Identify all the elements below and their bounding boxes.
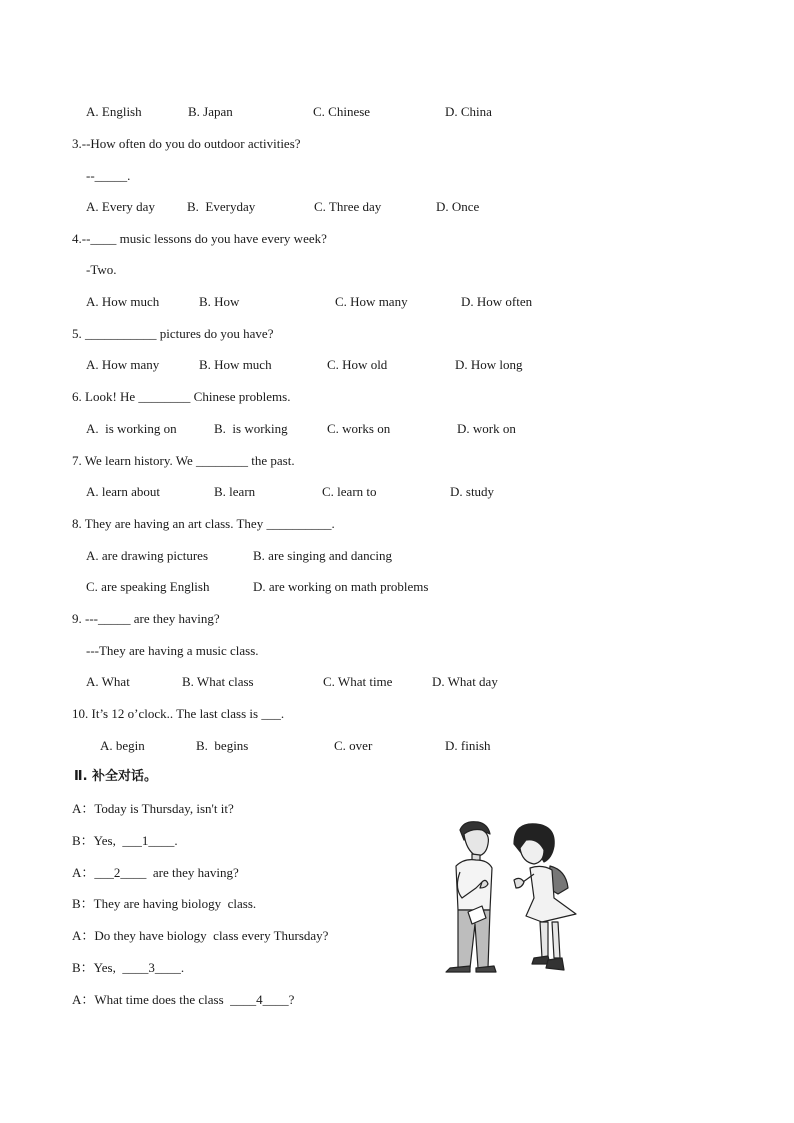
- dialogue-line-3: [72, 865, 239, 881]
- q10-option-a: A. begin: [100, 738, 145, 753]
- dialogue-speaker: B：: [72, 896, 94, 911]
- q2-option-b: B. Japan: [188, 104, 233, 119]
- q4-option-d: D. How often: [461, 294, 533, 309]
- boy-figure: [446, 822, 496, 972]
- q8-option-a: A. are drawing pictures: [86, 548, 209, 563]
- q3-option-a: A. Every day: [86, 199, 155, 214]
- dialogue-line-1: [72, 801, 234, 817]
- q3-option-b: B. Everyday: [187, 199, 256, 214]
- dialogue-text: Yes, ___1____.: [93, 833, 178, 848]
- dialogue-line-4: [72, 896, 256, 912]
- q3-stem: 3.--How often do you do outdoor activities?: [72, 136, 301, 151]
- dialogue-text: ___2____ are they having?: [94, 865, 239, 880]
- q8-option-c: C. are speaking English: [86, 579, 210, 594]
- q5-option-b: B. How much: [199, 357, 272, 372]
- q4-option-a: A. How much: [86, 294, 160, 309]
- dialogue-line-7: [72, 992, 294, 1008]
- q2-option-d: D. China: [445, 104, 492, 119]
- q3-answer-line: --_____.: [86, 168, 131, 183]
- q4-answer-line: -Two.: [86, 262, 117, 277]
- dialogue-speaker: B：: [72, 960, 94, 975]
- girl-figure: [514, 824, 576, 970]
- q6-option-c: C. works on: [327, 421, 391, 436]
- q10-option-d: D. finish: [445, 738, 491, 753]
- dialogue-line-6: [72, 960, 184, 976]
- dialogue-speaker: A：: [72, 801, 95, 816]
- section-2-title: Ⅱ. 补全对话。: [74, 769, 158, 784]
- dialogue-text: They are having biology class.: [93, 896, 257, 911]
- q6-option-d: D. work on: [457, 421, 516, 436]
- dialogue-text: Today is Thursday, isn't it?: [94, 801, 234, 816]
- q6-option-a: A. is working on: [86, 421, 177, 436]
- q4-stem: 4.--____ music lessons do you have every week?: [72, 231, 327, 246]
- q2-option-a: A. English: [86, 104, 142, 119]
- q7-stem: 7. We learn history. We ________ the past.: [72, 453, 295, 468]
- dialogue-line-2: [72, 833, 178, 849]
- q3-option-c: C. Three day: [314, 199, 382, 214]
- dialogue-speaker: A：: [72, 928, 95, 943]
- q5-option-a: A. How many: [86, 357, 160, 372]
- q4-option-b: B. How: [199, 294, 240, 309]
- dialogue-line-5: [72, 928, 328, 944]
- q10-option-c: C. over: [334, 738, 373, 753]
- q6-option-b: B. is working: [214, 421, 288, 436]
- q3-option-d: D. Once: [436, 199, 480, 214]
- dialogue-speaker: A：: [72, 865, 95, 880]
- q9-stem: 9. ---_____ are they having?: [72, 611, 220, 626]
- q7-option-c: C. learn to: [322, 484, 377, 499]
- q9-option-a: A. What: [86, 674, 130, 689]
- q8-option-d: D. are working on math problems: [253, 579, 429, 594]
- q5-stem: 5. ___________ pictures do you have?: [72, 326, 274, 341]
- students-talking-illustration: [430, 818, 595, 980]
- dialogue-text: What time does the class ____4____?: [94, 992, 295, 1007]
- q7-option-d: D. study: [450, 484, 495, 499]
- dialogue-text: Do they have biology class every Thursday?: [94, 928, 329, 943]
- q4-option-c: C. How many: [335, 294, 408, 309]
- q7-option-a: A. learn about: [86, 484, 161, 499]
- q9-answer-line: ---They are having a music class.: [86, 643, 259, 658]
- q5-option-d: D. How long: [455, 357, 523, 372]
- dialogue-speaker: B：: [72, 833, 94, 848]
- q8-stem: 8. They are having an art class. They __________.: [72, 516, 335, 531]
- dialogue-text: Yes, ____3____.: [93, 960, 185, 975]
- q6-stem: 6. Look! He ________ Chinese problems.: [72, 389, 291, 404]
- q10-stem: 10. It’s 12 o’clock.. The last class is ___.: [72, 706, 285, 721]
- q7-option-b: B. learn: [214, 484, 256, 499]
- q2-option-c: C. Chinese: [313, 104, 371, 119]
- q9-option-d: D. What day: [432, 674, 498, 689]
- q9-option-c: C. What time: [323, 674, 393, 689]
- q10-option-b: B. begins: [196, 738, 249, 753]
- q5-option-c: C. How old: [327, 357, 388, 372]
- dialogue-speaker: A：: [72, 992, 95, 1007]
- q9-option-b: B. What class: [182, 674, 254, 689]
- q8-option-b: B. are singing and dancing: [253, 548, 392, 563]
